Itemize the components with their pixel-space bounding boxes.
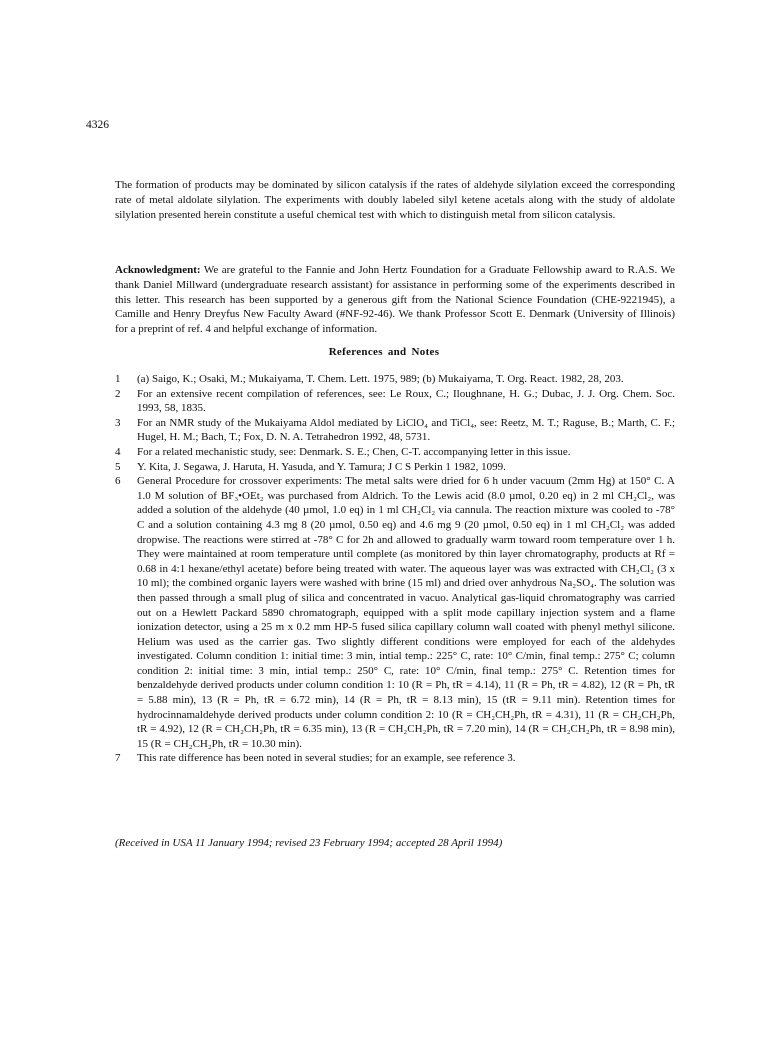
reference-item	[115, 387, 675, 416]
reference-item	[115, 372, 675, 387]
reference-text: General Procedure for crossover experiments: The metal salts were dried for 6 h under vacuum (2mm Hg) at 150° C. A 1.0 M solution of BF₃•OEt₂ was purchased from Aldrich. To the Lewis acid (8.0 µmol, 0.20 eq) in 2 ml CH₂Cl₂, was added a solution of the aldehyde (40 µmol, 1.0 eq) in 1 ml CH₂Cl₂ via cannula. The reaction mixture was cooled to -78° C and a solution containing 4.3 mg 8 (20 µmol, 0.50 eq) and 4.6 mg 9 (20 µmol, 0.50 eq) in 1 ml CH₂Cl₂ was added dropwise. The reactions were stirred at -78° C for 2h and allowed to gradually warm toward room temperature over 1 h. They were maintained at room temperature until complete (as monitored by thin layer chromatography, products at Rf = 0.68 in 4:1 hexane/ethyl acetate) before being treated with water. The aqueous layer was was extracted with CH₂Cl₂ (3 x 10 ml); the combined organic layers were washed with brine (15 ml) and dried over anhydrous Na₂SO₄. The solution was then passed through a small plug of silica and concentrated in vacuo. Analytical gas-liquid chromatography was carried out on a Hewlett Packard 5890 chromatograph, equipped with a split mode capillary injection system and a flame ionization detector, using a 25 m x 0.2 mm HP-5 fused silica capillary column wall coated with phenyl methyl silicone. Helium was used as the carrier gas. Two slightly different conditions were employed for each of the aldehydes investigated. Column condition 1: initial time: 3 min, intial temp.: 225° C, rate: 10° C/min, final temp.: 275° C; column condition 2: initial time: 3 min, intial temp.: 250° C, rate: 10° C/min, final temp.: 275° C. Retention times for benzaldehyde derived products under column condition 1: 10 (R = Ph, tR = 4.14), 11 (R = Ph, tR = 4.82), 12 (R = Ph, tR = 5.88 min), 13 (R = Ph, tR = 6.72 min), 14 (R = Ph, tR = 8.13 min), 15 (tR = 9.11 min). Retention times for hydrocinnamaldehyde derived products under column condition 2: 10 (R = CH₂CH₂Ph, tR = 4.31), 11 (R = CH₂CH₂Ph, tR = 4.92), 12 (R = CH₂CH₂Ph, tR = 6.35 min), 13 (R = CH₂CH₂Ph, tR = 7.20 min), 14 (R = CH₂CH₂Ph, tR = 8.98 min), 15 (R = CH₂CH₂Ph, tR = 10.30 min).	[137, 475, 675, 750]
reference-number: 6	[115, 475, 121, 488]
acknowledgment-heading: Acknowledgment:	[115, 264, 201, 276]
references-heading: References and Notes	[328, 346, 440, 358]
reference-item	[115, 474, 675, 751]
reference-number: 7	[115, 752, 121, 765]
reference-text: For an extensive recent compilation of references, see: Le Roux, C.; Iloughnane, H. G.; Dubac, J. J. Org. Chem. Soc. 1993, 58, 1835.	[137, 387, 675, 415]
references-list	[115, 372, 675, 766]
received-dates: (Received in USA 11 January 1994; revised 23 February 1994; accepted 28 April 1994)	[115, 837, 503, 849]
reference-item	[115, 445, 675, 460]
acknowledgment-paragraph	[115, 263, 675, 337]
reference-text: For a related mechanistic study, see: Denmark. S. E.; Chen, C-T. accompanying letter in this issue.	[137, 445, 571, 458]
reference-number: 2	[115, 387, 121, 400]
reference-item	[115, 416, 675, 445]
acknowledgment-text: We are grateful to the Fannie and John Hertz Foundation for a Graduate Fellowship award to R.A.S. We thank Daniel Millward (undergraduate research assistant) for assistance in performing some of the experiments described in this letter. This research has been supported by a generous gift from the National Science Foundation (CHE-9221945), a Camille and Henry Dreyfus New Faculty Award (#NF-92-46). We thank Professor Scott E. Denmark (University of Illinois) for a preprint of ref. 4 and helpful exchange of information.	[115, 264, 675, 336]
reference-item	[115, 460, 675, 475]
reference-number: 3	[115, 416, 121, 429]
page-number: 4326	[86, 119, 109, 131]
body-paragraph: The formation of products may be dominated by silicon catalysis if the rates of aldehyde silylation exceed the corresponding rate of metal aldolate silylation. The experiments with doubly labeled silyl ketene acetals along with the study of aldolate silylation presented herein constitute a useful chemical test with which to distinguish metal from silicon catalysis.	[115, 179, 675, 221]
reference-number: 1	[115, 373, 121, 385]
reference-number: 4	[115, 445, 121, 458]
reference-number: 5	[115, 460, 121, 473]
reference-text: For an NMR study of the Mukaiyama Aldol mediated by LiClO₄ and TiCl₄, see: Reetz, M. T.; Raguse, B.; Marth, C. F.; Hugel, H. M.; Bach, T.; Fox, D. N. A. Tetrahedron 1992, 48, 5731.	[137, 416, 675, 444]
reference-text: (a) Saigo, K.; Osaki, M.; Mukaiyama, T. Chem. Lett. 1975, 989; (b) Mukaiyama, T. Org. React. 1982, 28, 203.	[137, 373, 624, 385]
reference-text: Y. Kita, J. Segawa, J. Haruta, H. Yasuda, and Y. Tamura; J C S Perkin 1 1982, 1099.	[137, 460, 506, 473]
reference-item	[115, 751, 675, 766]
reference-text: This rate difference has been noted in several studies; for an example, see reference 3.	[137, 752, 516, 765]
